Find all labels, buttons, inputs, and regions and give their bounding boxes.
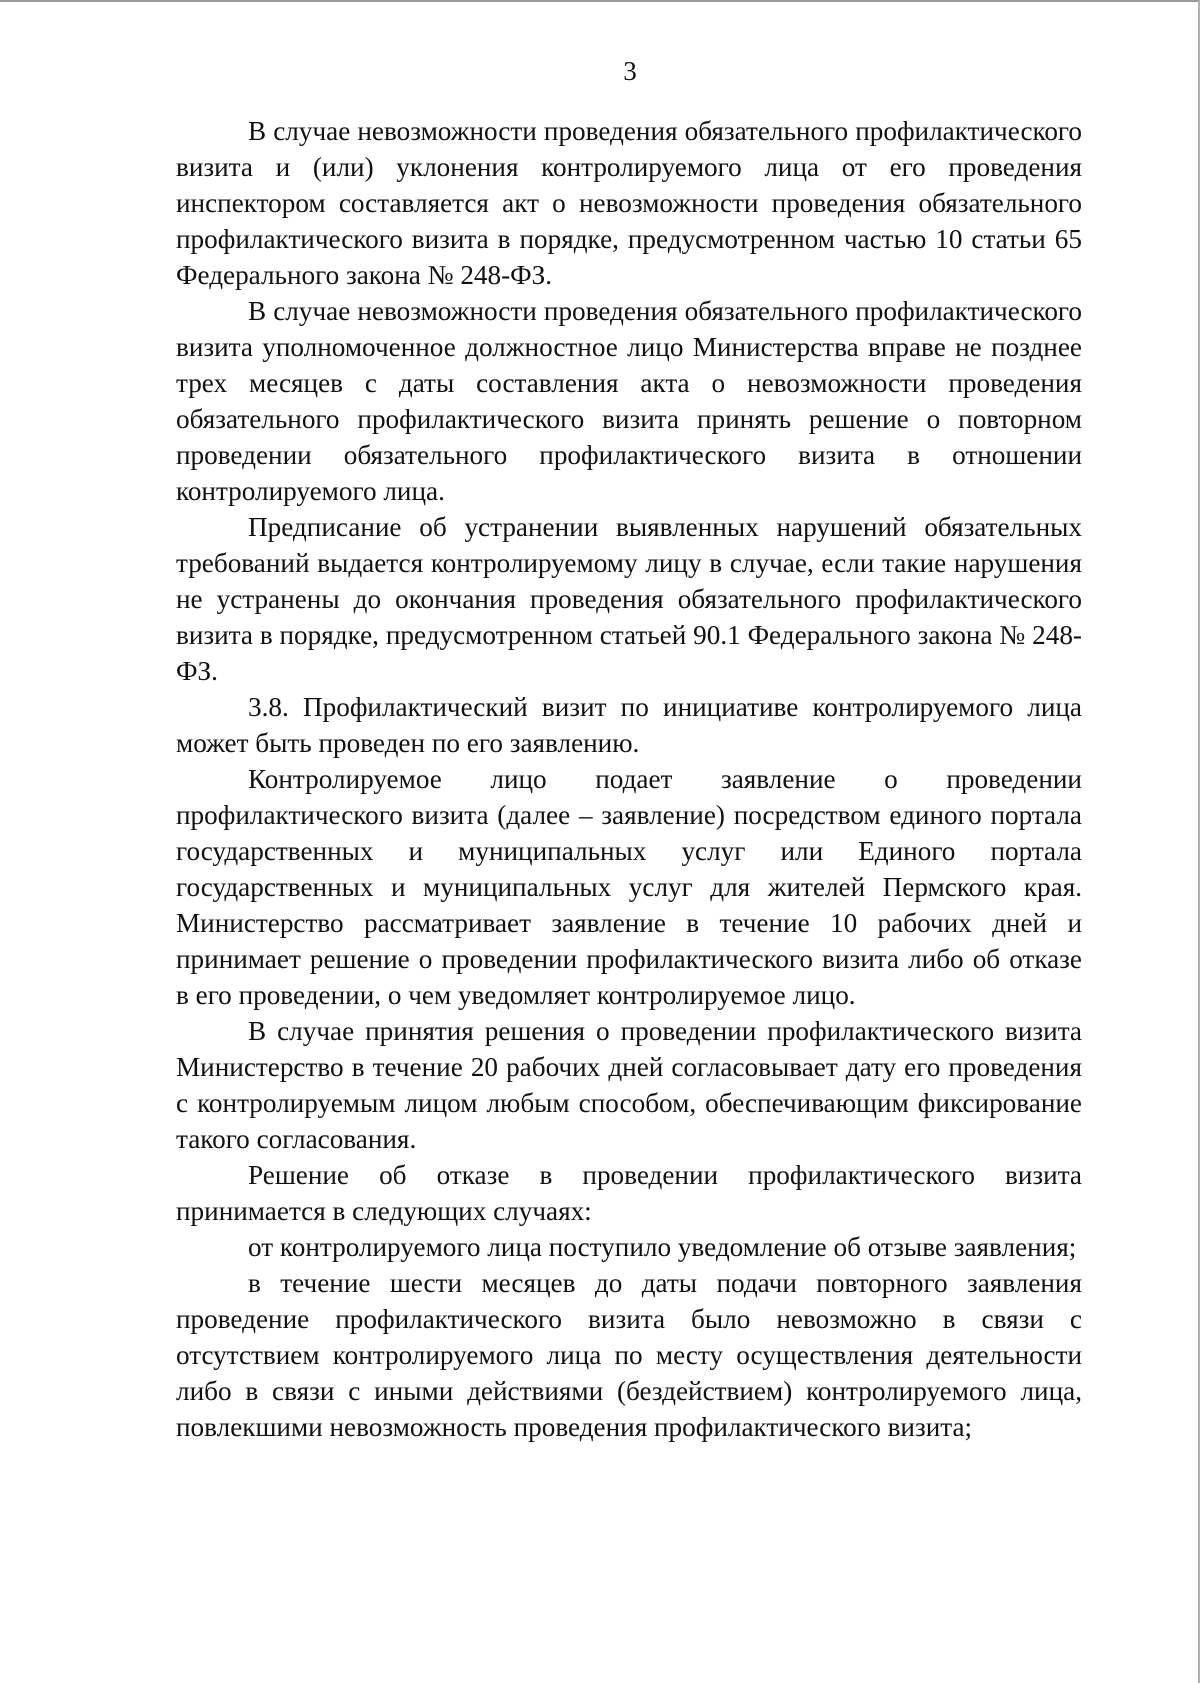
page-number: 3 bbox=[623, 56, 637, 86]
paragraph: в течение шести месяцев до даты подачи повторного заявления проведение профилактического визита было невозможно в связи с отсутствием контролируемого лица по месту осуществления деятельности либо в связи с иными действиями (бездействием) контролируемого лица, повлекшими невозможность проведения профилактического визита; bbox=[176, 1268, 1082, 1442]
scan-edge-top bbox=[0, 0, 1200, 2]
paragraph: В случае невозможности проведения обязательного профилактического визита уполномоченное должностное лицо Министерства вправе не позднее трех месяцев с даты составления акта о невозможности проведения обязательного профилактического визита принять решение о повторном проведении обязательного профилактического визита в отношении контролируемого лица. bbox=[176, 296, 1082, 506]
paragraph: Контролируемое лицо подает заявление о проведении профилактического визита (далее – заявление) посредством единого портала государственных и муниципальных услуг или Единого портала государственных и муниципальных услуг для жителей Пермского края. Министерство рассматривает заявление в течение 10 рабочих дней и принимает решение о проведении профилактического визита либо об отказе в его проведении, о чем уведомляет контролируемое лицо. bbox=[176, 764, 1082, 1010]
document-body bbox=[176, 113, 1082, 1445]
paragraph: от контролируемого лица поступило уведомление об отзыве заявления; bbox=[248, 1232, 1077, 1262]
paragraph: 3.8. Профилактический визит по инициативе контролируемого лица может быть проведен по его заявлению. bbox=[176, 692, 1082, 758]
paragraph: Предписание об устранении выявленных нарушений обязательных требований выдается контролируемому лицу в случае, если такие нарушения не устранены до окончания проведения обязательного профилактического визита в порядке, предусмотренном статьей 90.1 Федерального закона № 248-ФЗ. bbox=[176, 512, 1082, 686]
paragraph: В случае невозможности проведения обязательного профилактического визита и (или) уклонения контролируемого лица от его проведения инспектором составляется акт о невозможности проведения обязательного профилактического визита в порядке, предусмотренном частью 10 статьи 65 Федерального закона № 248-ФЗ. bbox=[176, 116, 1082, 290]
paragraph: Решение об отказе в проведении профилактического визита принимается в следующих случаях: bbox=[176, 1160, 1082, 1226]
paragraph: В случае принятия решения о проведении профилактического визита Министерство в течение 20 рабочих дней согласовывает дату его проведения с контролируемым лицом любым способом, обеспечивающим фиксирование такого согласования. bbox=[176, 1016, 1082, 1154]
